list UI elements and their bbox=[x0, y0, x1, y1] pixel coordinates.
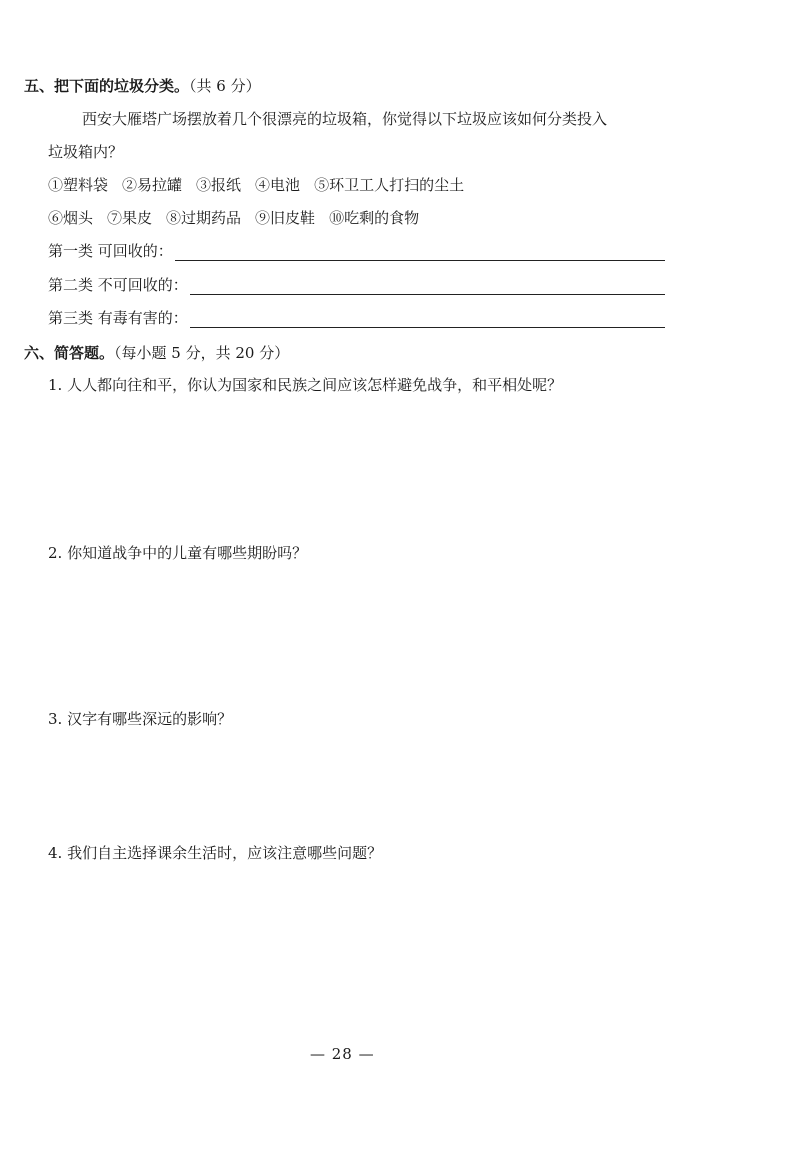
question-2-answer-space[interactable] bbox=[48, 568, 665, 698]
section-5-prompt-line-2: 垃圾箱内？ bbox=[48, 143, 124, 161]
category-row-non-recyclable bbox=[48, 274, 665, 295]
waste-item: ⑨旧皮鞋 bbox=[255, 209, 316, 227]
waste-items-row-2 bbox=[48, 207, 433, 228]
section-5-points: （共 6 分） bbox=[189, 77, 261, 95]
category-answer-line[interactable] bbox=[190, 311, 665, 328]
question-1-answer-space[interactable] bbox=[48, 400, 665, 530]
section-5-prompt-line-1: 西安大雁塔广场摆放着几个很漂亮的垃圾箱，你觉得以下垃圾应该如何分类投入 bbox=[82, 110, 608, 128]
section-5-heading bbox=[24, 75, 261, 96]
waste-item: ⑥烟头 bbox=[48, 209, 94, 227]
waste-item: ②易拉罐 bbox=[122, 176, 183, 194]
waste-item: ①塑料袋 bbox=[48, 176, 109, 194]
category-answer-line[interactable] bbox=[190, 278, 665, 295]
category-row-hazardous bbox=[48, 307, 665, 328]
waste-item: ④电池 bbox=[255, 176, 301, 194]
question-4-answer-space[interactable] bbox=[48, 868, 665, 1028]
section-6-title: 简答题。 bbox=[54, 344, 115, 362]
section-6-number: 六、 bbox=[24, 344, 55, 362]
section-6-points: （每小题 5 分，共 20 分） bbox=[114, 344, 290, 362]
category-label: 第二类 不可回收的： bbox=[48, 276, 188, 294]
waste-item: ⑦果皮 bbox=[107, 209, 153, 227]
waste-item: ⑩吃剩的食物 bbox=[329, 209, 420, 227]
waste-item: ③报纸 bbox=[196, 176, 242, 194]
question-3-answer-space[interactable] bbox=[48, 734, 665, 834]
waste-item: ⑤环卫工人打扫的尘土 bbox=[314, 176, 465, 194]
question-2: 2. 你知道战争中的儿童有哪些期盼吗？ bbox=[48, 544, 308, 562]
question-1: 1. 人人都向往和平，你认为国家和民族之间应该怎样避免战争，和平相处呢？ bbox=[48, 376, 563, 394]
question-4: 4. 我们自主选择课余生活时，应该注意哪些问题？ bbox=[48, 844, 383, 862]
page-number: — 28 — bbox=[310, 1045, 375, 1063]
section-5-title: 把下面的垃圾分类。 bbox=[54, 77, 190, 95]
section-5-number: 五、 bbox=[24, 77, 55, 95]
section-6-heading bbox=[24, 342, 289, 363]
waste-items-row-1 bbox=[48, 174, 478, 195]
category-answer-line[interactable] bbox=[175, 244, 665, 261]
category-label: 第三类 有毒有害的： bbox=[48, 309, 188, 327]
category-row-recyclable bbox=[48, 240, 665, 261]
question-3: 3. 汉字有哪些深远的影响？ bbox=[48, 710, 233, 728]
waste-item: ⑧过期药品 bbox=[166, 209, 242, 227]
category-label: 第一类 可回收的： bbox=[48, 242, 173, 260]
